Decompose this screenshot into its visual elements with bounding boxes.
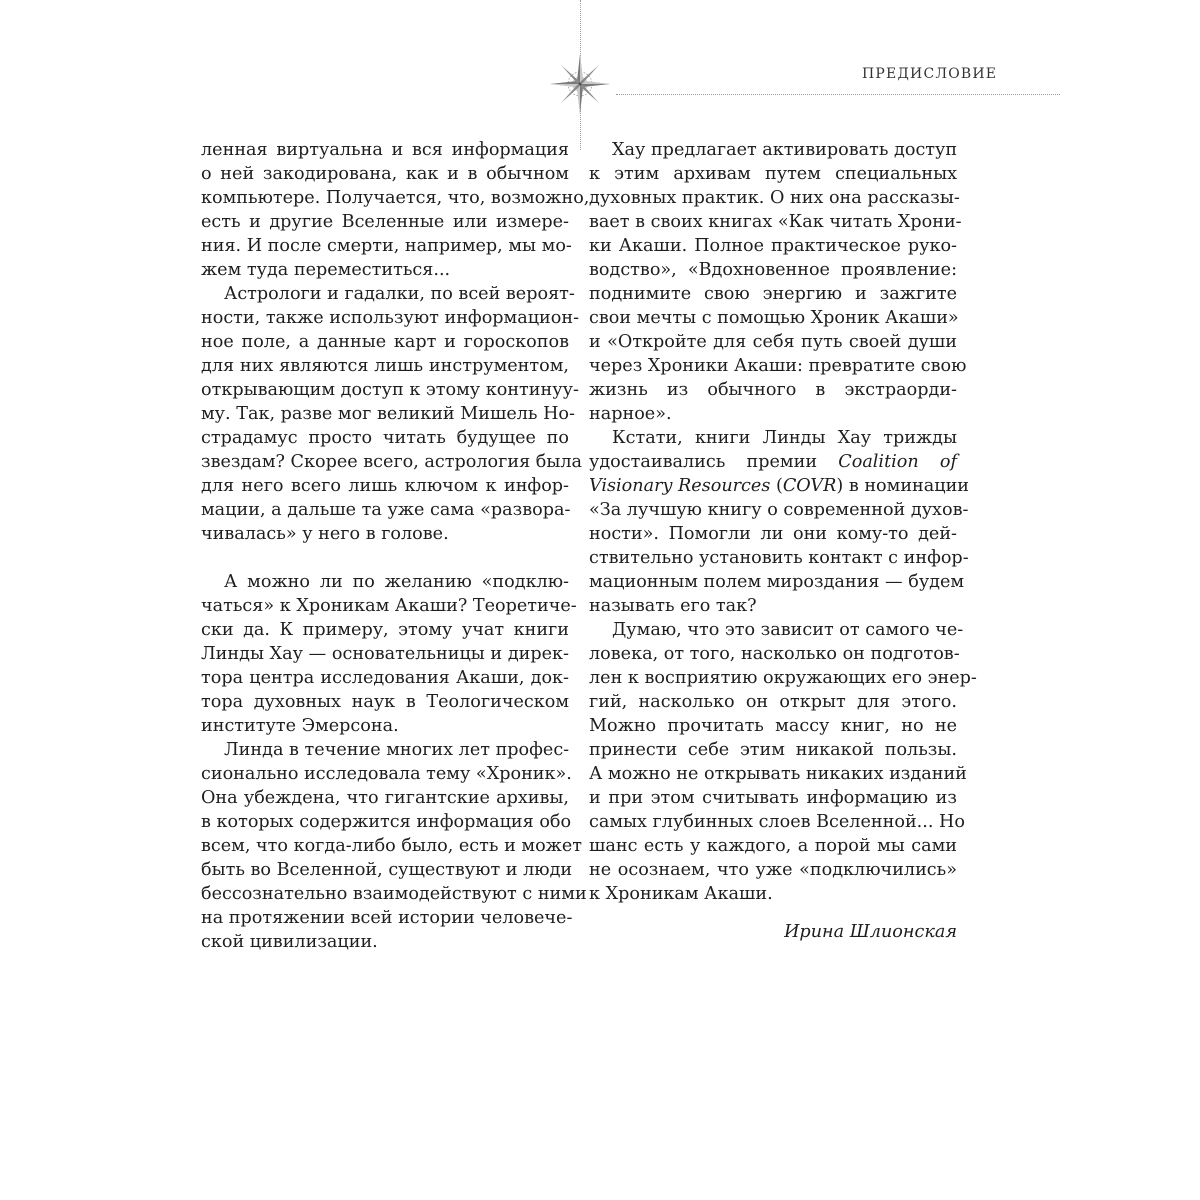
text-line: всем, что когда-либо было, есть и может (201, 836, 582, 856)
text-line: компьютере. Получается, что, возможно, (201, 188, 590, 208)
text-line: открывающим доступ к этому континуу- (201, 380, 579, 400)
text-line: лен к восприятию окружающих его энер- (589, 668, 977, 688)
text-line: духовных практик. О них она рассказы- (589, 188, 960, 208)
text-line: ки Акаши. Полное практическое руко- (589, 236, 957, 256)
text-line: Астрологи и гадалки, по всей вероят- (224, 284, 575, 304)
text-line: и при этом считывать информацию из (589, 788, 957, 808)
text-line: шанс есть у каждого, а порой мы сами (589, 836, 957, 856)
text-line: свои мечты с помощью Хроник Акаши» (589, 308, 959, 328)
text-run: ) в номинации (836, 476, 970, 496)
award-name-part1: Coalition of (838, 452, 957, 472)
text-line: страдамус просто читать будущее по (201, 428, 569, 448)
text-line: му. Так, разве мог великий Мишель Но- (201, 404, 575, 424)
text-line: А можно ли по желанию «подклю- (224, 572, 569, 592)
running-head: ПРЕДИСЛОВИЕ (862, 66, 998, 82)
text-line: самых глубинных слоев Вселенной... Но (589, 812, 965, 832)
text-line: для них являются лишь инструментом, (201, 356, 569, 376)
text-line: Можно прочитать массу книг, но не (589, 716, 957, 736)
text-line-mixed (589, 474, 970, 498)
text-line: поднимите свою энергию и зажгите (589, 284, 957, 304)
text-line: ленная виртуальна и вся информация (201, 140, 569, 160)
author-signature: Ирина Шлионская (784, 922, 957, 942)
right-column (589, 138, 977, 944)
text-line: ствительно установить контакт с инфор- (589, 548, 969, 568)
text-line: есть и другие Вселенные или измере- (201, 212, 569, 232)
text-line: Линды Хау — основательницы и дирек- (201, 644, 569, 664)
text-line: Хау предлагает активировать доступ (612, 140, 958, 160)
text-line: жем туда переместиться... (201, 260, 451, 280)
text-line: на протяжении всей истории человече- (201, 908, 573, 928)
text-line: Линда в течение многих лет профес- (224, 740, 570, 760)
text-line: вает в своих книгах «Как читать Хрони- (589, 212, 962, 232)
text-line: ловека, от того, насколько он подготов- (589, 644, 960, 664)
text-line: Кстати, книги Линды Хау трижды (612, 428, 957, 448)
text-line: мации, а дальше та уже сама «развора- (201, 500, 571, 520)
text-line: бессознательно взаимодействуют с ними (201, 884, 587, 904)
text-line: быть во Вселенной, существуют и люди (201, 860, 573, 880)
text-line: ности, также используют информацион- (201, 308, 580, 328)
text-line: звездам? Скорее всего, астрология была (201, 452, 583, 472)
text-line: Думаю, что это зависит от самого че- (612, 620, 964, 640)
award-abbreviation: COVR (782, 476, 837, 496)
text-line: в которых содержится информация обо (201, 812, 572, 832)
text-line: о ней закодирована, как и в обычном (201, 164, 569, 184)
text-line: жизнь из обычного в экстраорди- (589, 380, 957, 400)
text-line: тора центра исследования Акаши, док- (201, 668, 569, 688)
text-line: называть его так? (589, 596, 757, 616)
text-line: А можно не открывать никаких изданий (589, 764, 967, 784)
text-line-mixed (589, 450, 957, 474)
text-line: институте Эмерсона. (201, 716, 399, 736)
text-line: и «Откройте для себя путь своей души (589, 332, 957, 352)
text-line: водство», «Вдохновенное проявление: (589, 260, 957, 280)
text-line: ности». Помогли ли они кому-то дей- (589, 524, 957, 544)
text-line: не осознаем, что уже «подключились» (589, 860, 957, 880)
award-name-part2: Visionary Resources (589, 476, 771, 496)
left-column (201, 138, 590, 954)
text-line: чивалась» у него в голове. (201, 524, 449, 544)
text-line: ное поле, а данные карт и гороскопов (201, 332, 569, 352)
text-line: ской цивилизации. (201, 932, 378, 952)
text-line: чаться» к Хроникам Акаши? Теоретиче- (201, 596, 577, 616)
text-line: Она убеждена, что гигантские архивы, (201, 788, 569, 808)
text-line: «За лучшую книгу о современной духов- (589, 500, 969, 520)
text-line: к этим архивам путем специальных (589, 164, 957, 184)
text-line: через Хроники Акаши: превратите свою (589, 356, 967, 376)
text-line: мационным полем мироздания — будем (589, 572, 965, 592)
text-line: сионально исследовала тему «Хроник». (201, 764, 572, 784)
text-line: гий, насколько он открыт для этого. (589, 692, 957, 712)
text-line: ния. И после смерти, например, мы мо- (201, 236, 572, 256)
compass-rose-icon (546, 50, 614, 118)
text-line: ски да. К примеру, этому учат книги (201, 620, 569, 640)
text-run: удостаивались премии (589, 452, 818, 472)
text-run: ( (775, 476, 783, 496)
text-line: для него всего лишь ключом к инфор- (201, 476, 569, 496)
text-line: к Хроникам Акаши. (589, 884, 773, 904)
header-dotted-rule (616, 94, 1060, 95)
text-line: принести себе этим никакой пользы. (589, 740, 957, 760)
text-line: тора духовных наук в Теологическом (201, 692, 569, 712)
text-line: нарное». (589, 404, 672, 424)
